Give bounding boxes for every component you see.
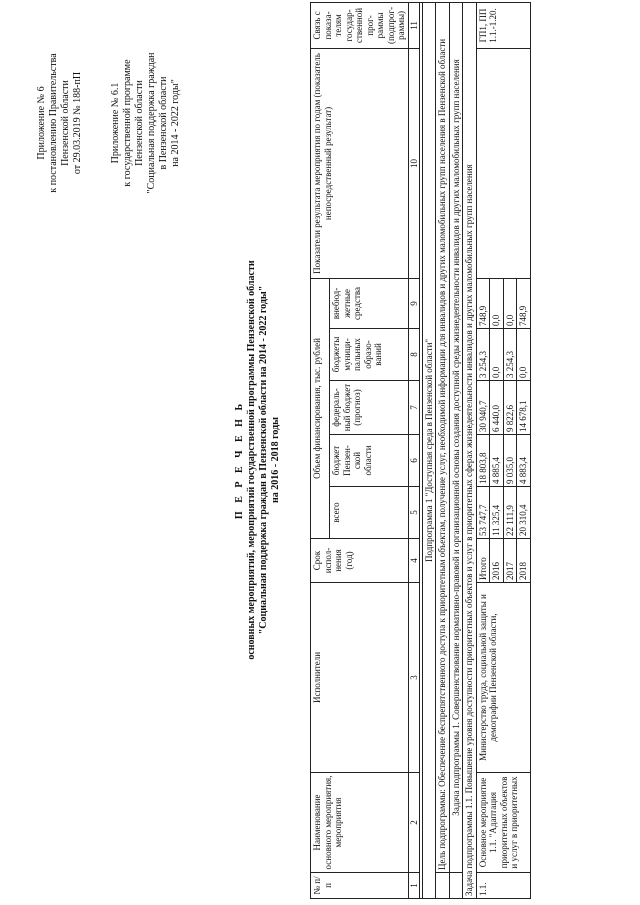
row-executor: Министерство труда, социальной защиты и демографии Пензенской области, bbox=[476, 583, 530, 773]
row-federal: 30 940,7 bbox=[476, 381, 490, 435]
row-regional: 9 035,0 bbox=[503, 435, 517, 487]
task-1-1: Задача подпрограммы 1.1. Повышение уровня доступности приоритетных объектов и услуг в приоритетных сферах жизнедеятельности инвалидов и других маломобильных групп населения bbox=[463, 2, 477, 898]
column-number: 5 bbox=[408, 487, 419, 539]
row-link: ГП1, ПП 1.1.-1.20. bbox=[476, 2, 530, 48]
row-term: 2017 bbox=[503, 539, 517, 583]
title-heading: П Е Р Е Ч Е Н Ь bbox=[234, 400, 245, 520]
column-number: 8 bbox=[408, 329, 419, 381]
subprogram-goal-row bbox=[436, 2, 450, 898]
row-federal: 14 678,1 bbox=[517, 381, 531, 435]
title-line: "Социальная поддержка граждан в Пензенской области на 2014 - 2022 годы" bbox=[258, 285, 269, 635]
measures-table bbox=[310, 2, 531, 899]
column-number: 11 bbox=[408, 2, 419, 48]
appendix-line: от 29.03.2019 № 188-пП bbox=[72, 71, 83, 175]
column-number: 10 bbox=[408, 48, 419, 278]
row-regional: 18 803,8 bbox=[476, 435, 490, 487]
row-federal: 6 440,0 bbox=[490, 381, 504, 435]
subprogram-task-row bbox=[449, 2, 463, 898]
row-regional: 4 885,4 bbox=[490, 435, 504, 487]
appendix-line: в Пензенской области bbox=[158, 76, 169, 170]
appendix-6-1-header bbox=[110, 13, 182, 233]
subprogram-title-row bbox=[422, 2, 436, 898]
header-total: всего bbox=[330, 487, 408, 539]
row-total: 11 325,4 bbox=[490, 487, 504, 539]
row-federal: 9 822,6 bbox=[503, 381, 517, 435]
header-municipal: бюджеты муници-пальных образо-ваний bbox=[330, 329, 408, 381]
header-finance: Объем финансирования, тыс. рублей bbox=[311, 278, 330, 538]
row-total: 53 747,7 bbox=[476, 487, 490, 539]
column-number: 9 bbox=[408, 278, 419, 328]
column-number: 4 bbox=[408, 539, 419, 583]
document-title bbox=[234, 190, 282, 730]
row-indicators bbox=[476, 48, 530, 278]
appendix-line: Приложение № 6 bbox=[36, 86, 47, 160]
header-link: Связь с показа-телям государ-ственной прог-раммы (подпрог-раммы) bbox=[311, 2, 409, 48]
column-number: 6 bbox=[408, 435, 419, 487]
row-municipal: 0,0 bbox=[517, 329, 531, 381]
row-offbudget: 0,0 bbox=[503, 278, 517, 328]
header-offbudget: внебюд-жетные средства bbox=[330, 278, 408, 328]
header-row bbox=[311, 2, 330, 898]
title-line: на 2016 - 2018 годы bbox=[270, 417, 281, 503]
header-name: Наименование основного мероприятия, мероприятия bbox=[311, 773, 409, 873]
row-term: Итого bbox=[476, 539, 490, 583]
header-indicators: Показатели результата мероприятия по годам (показатель непосредственный результат) bbox=[311, 48, 409, 278]
title-line: основных мероприятий, мероприятий государственной программы Пензенской области bbox=[246, 260, 257, 660]
row-offbudget: 748,9 bbox=[476, 278, 490, 328]
row-municipal: 3 254,3 bbox=[476, 329, 490, 381]
row-offbudget: 0,0 bbox=[490, 278, 504, 328]
appendix-line: к постановлению Правительства bbox=[48, 53, 59, 193]
empty-cell bbox=[436, 873, 450, 899]
table-row bbox=[476, 2, 490, 898]
row-offbudget: 748,9 bbox=[517, 278, 531, 328]
column-number: 3 bbox=[408, 583, 419, 773]
column-number-row bbox=[408, 2, 419, 898]
row-term: 2018 bbox=[517, 539, 531, 583]
appendix-line: на 2014 - 2022 годы" bbox=[170, 79, 181, 167]
row-total: 22 111,9 bbox=[503, 487, 517, 539]
subprogram-goal: Цель подпрограммы: Обеспечение беспрепятственного доступа к приоритетным объектам, получение услуг, необходимой информации для инвалидов и других маломобильных групп населения в Пензенской области bbox=[436, 2, 450, 872]
row-name: Основное мероприятие 1.1. "Адаптация приоритетных объектов и услуг в приоритетных bbox=[476, 773, 530, 873]
task-1-1-row bbox=[463, 2, 477, 898]
appendix-line: Пензенской области bbox=[60, 80, 71, 166]
empty-cell bbox=[449, 873, 463, 899]
header-executors: Исполнители bbox=[311, 583, 409, 773]
row-municipal: 0,0 bbox=[490, 329, 504, 381]
column-number: 7 bbox=[408, 381, 419, 435]
header-regional: бюджет Пензен-ской области bbox=[330, 435, 408, 487]
subprogram-task: Задача подпрограммы 1. Совершенствование нормативно-правовой и организационной основы создания доступной среды жизнедеятельности инвалидов и других маломобильных групп населения bbox=[449, 2, 463, 872]
header-federal: федераль-ный бюджет (прогноз) bbox=[330, 381, 408, 435]
header-term: Срок испол-нения (год) bbox=[311, 539, 409, 583]
column-number: 2 bbox=[408, 773, 419, 873]
appendix-6-header bbox=[36, 13, 84, 233]
row-term: 2016 bbox=[490, 539, 504, 583]
appendix-line: Пензенской области bbox=[134, 80, 145, 166]
row-regional: 4 883,4 bbox=[517, 435, 531, 487]
column-number: 1 bbox=[408, 873, 419, 899]
appendix-line: к государственной программе bbox=[122, 59, 133, 187]
row-num: 1.1. bbox=[476, 873, 530, 899]
appendix-line: Приложение № 6.1 bbox=[110, 82, 121, 164]
appendix-line: "Социальная поддержка граждан bbox=[146, 52, 157, 194]
subprogram-title: Подпрограмма 1 "Доступная среда в Пензенской области" bbox=[422, 2, 436, 898]
row-total: 20 310,4 bbox=[517, 487, 531, 539]
header-num: № п/п bbox=[311, 873, 409, 899]
row-municipal: 3 254,3 bbox=[503, 329, 517, 381]
